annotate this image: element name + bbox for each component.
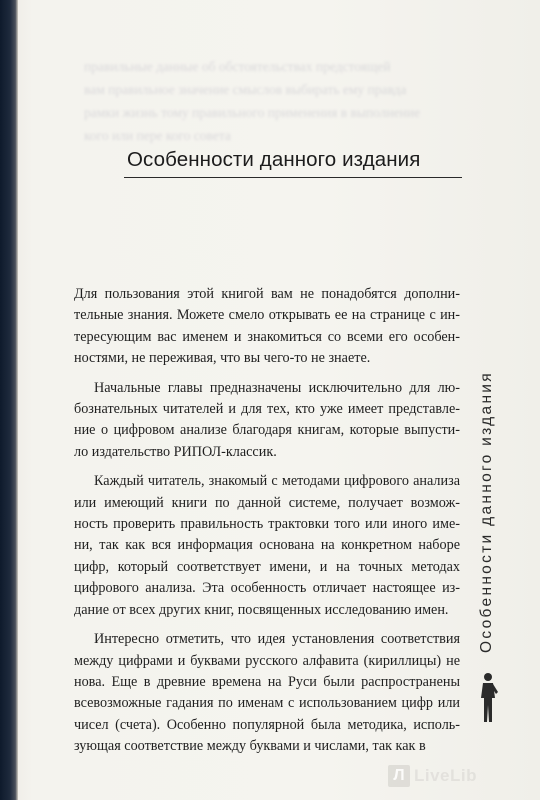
text-line: ло издательство РИПОЛ-классик. [74,443,277,460]
text-line: тельные знания. Можете смело открывать ее на странице с ин- [74,307,460,324]
watermark-text: LiveLib [414,766,478,785]
text-line: или имеющий книги по данной системе, получает возмож- [74,494,460,511]
text-line: ностями, не переживая, что вы чего-то не знаете. [74,350,371,367]
text-line: между цифрами и буквами русского алфавита (кириллицы) не [74,652,460,669]
text-line: всевозможные гадания по именам с использованием цифр или [74,695,460,712]
bleed-line: кого или пере кого совета [84,128,231,143]
text-line: ность проверить правильность трактовки того или иного име- [74,516,460,533]
running-title-vertical [476,352,498,672]
watermark-logo-icon: Л [388,765,410,787]
text-line: дание от всех других книг, посвященных исследованию имен. [74,601,449,618]
text-line: Каждый читатель, знакомый с методами цифрового анализа [94,473,460,490]
bleed-line: рамки жизнь тому правильного применения в выполнение [84,105,421,120]
text-line: бознательных читателей и для тех, кто уже имеет представле- [74,401,460,418]
text-line: тересующим вас именем и знакомиться со всеми его особен- [74,328,460,345]
body-text [74,284,460,766]
book-binding-edge [0,0,18,800]
text-line: цифрового анализа. Эта особенность отличает настоящее из- [74,580,460,597]
standing-man-icon [478,672,500,724]
bleed-line: вам правильное значение смыслов выбирать ему правда [84,82,407,97]
heading-rule [124,177,462,178]
paragraph [74,284,460,370]
bleed-line: правильные данные об обстоятельствах предстоящей [84,59,391,74]
paragraph [74,378,460,464]
paragraph [74,629,460,757]
text-line: зующая соответствие между буквами и числами, так как в [74,738,426,755]
text-line: ние о цифровом анализе благодаря книгам, которые выпусти- [74,422,460,439]
text-line: Для пользования этой книгой вам не понадобятся дополни- [74,286,460,302]
text-line: Начальные главы предназначены исключительно для лю- [94,379,460,396]
text-line: чисел (счета). Особенно популярной была методика, исполь- [74,716,460,733]
text-line: Интересно отметить, что идея установления соответствия [94,631,460,648]
section-heading: Особенности данного издания [127,148,421,171]
paragraph [74,471,460,621]
running-title-text: Особенности данного издания [478,371,495,653]
text-line: цифр, который соответствует имени, и на точных методах [74,558,460,575]
watermark [388,763,538,793]
text-line: нова. Еще в древние времена на Руси были распространены [74,673,460,690]
text-line: ни, так как вся информация основана на конкретном наборе [74,537,460,554]
